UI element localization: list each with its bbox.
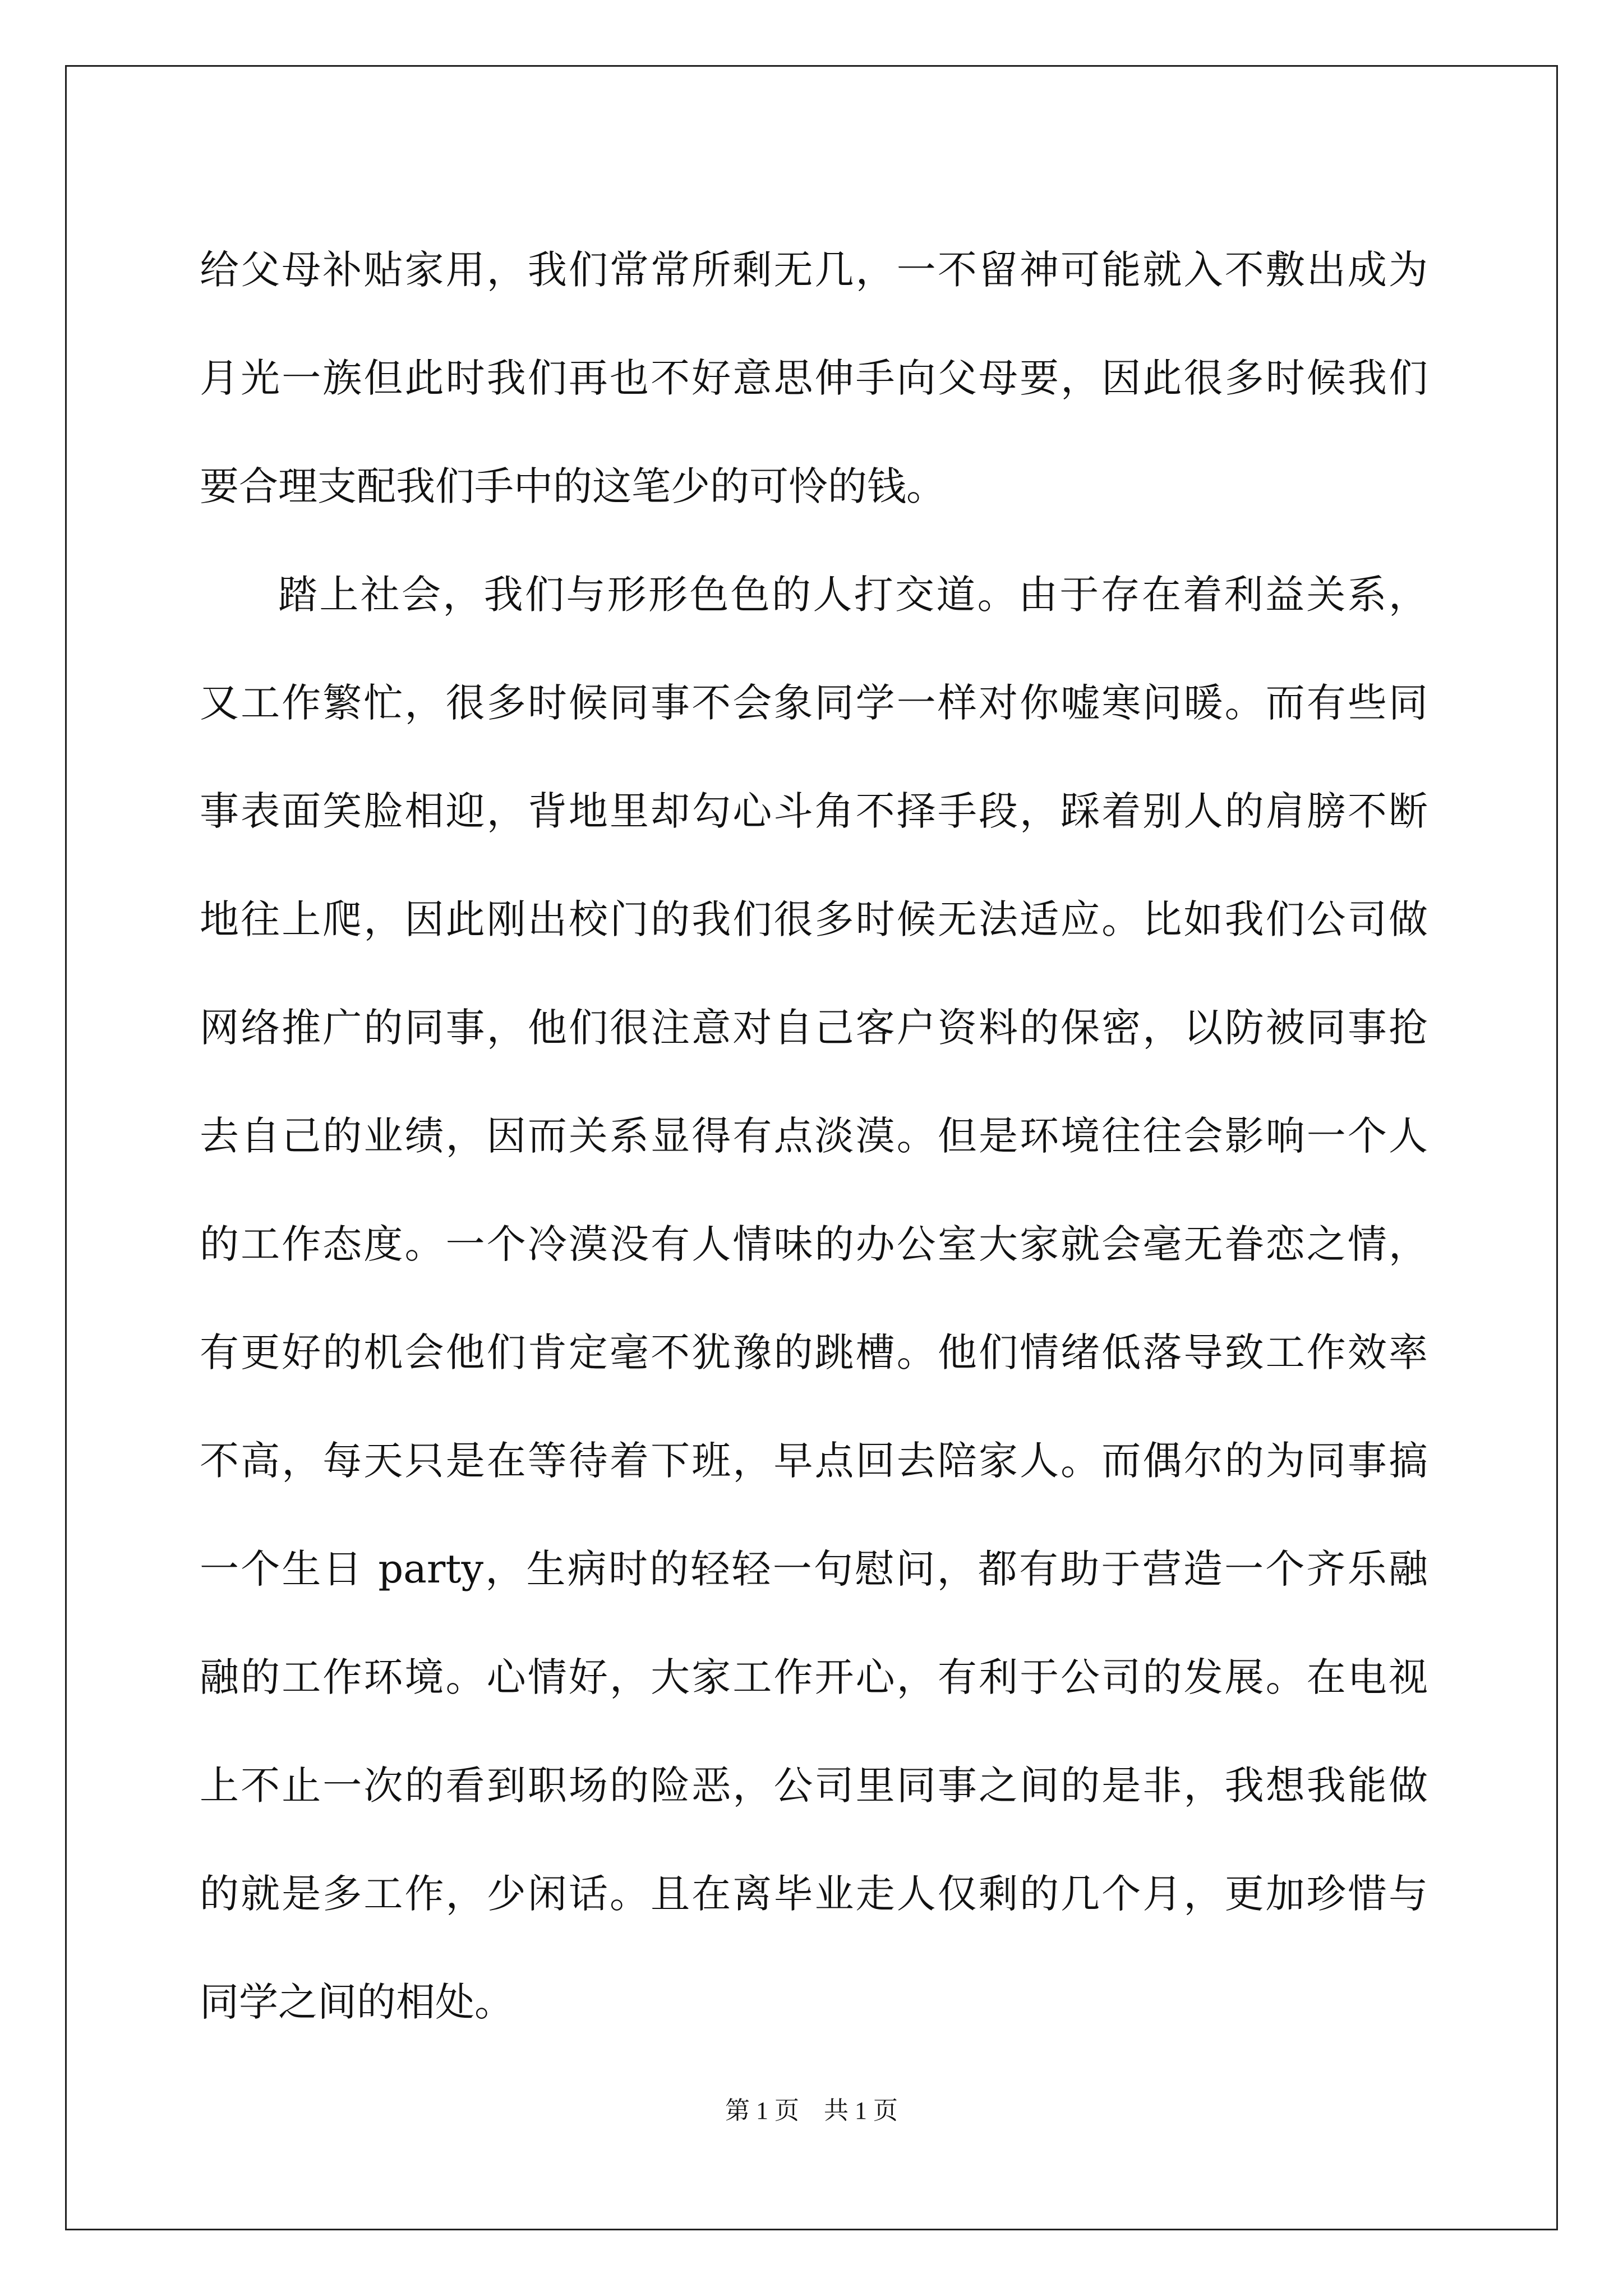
text-line: 融的工作环境。心情好，大家工作开心，有利于公司的发展。在电视: [200, 1654, 1428, 1700]
text-line: 有更好的机会他们肯定毫不犹豫的跳槽。他们情绪低落导致工作效率: [200, 1329, 1428, 1375]
text-line: 去自己的业绩，因而关系显得有点淡漠。但是环境往往会影响一个人: [200, 1113, 1428, 1159]
text-line: 地往上爬，因此刚出校门的我们很多时候无法适应。比如我们公司做: [200, 896, 1428, 942]
text-line: 要合理支配我们手中的这笔少的可怜的钱。: [200, 463, 946, 509]
page-number-footer: 第 1 页 共 1 页: [725, 2097, 898, 2124]
document-body: [200, 216, 1428, 2056]
text-line: 的就是多工作，少闲话。且在离毕业走人仅剩的几个月，更加珍惜与: [200, 1871, 1428, 1917]
text-line: 上不止一次的看到职场的险恶，公司里同事之间的是非，我想我能做: [200, 1763, 1428, 1809]
text-line: 的工作态度。一个冷漠没有人情味的办公室大家就会毫无眷恋之情，: [200, 1221, 1428, 1267]
text-line: 事表面笑脸相迎，背地里却勾心斗角不择手段，踩着别人的肩膀不断: [200, 788, 1428, 834]
text-line: 一个生日 party，生病时的轻轻一句慰问，都有助于营造一个齐乐融: [200, 1546, 1428, 1592]
text-line: 月光一族但此时我们再也不好意思伸手向父母要，因此很多时候我们: [200, 355, 1428, 401]
text-line: 踏上社会，我们与形形色色的人打交道。由于存在着利益关系，: [278, 572, 1428, 618]
text-line: 不高，每天只是在等待着下班，早点回去陪家人。而偶尔的为同事搞: [200, 1438, 1428, 1484]
text-line: 给父母补贴家用，我们常常所剩无几，一不留神可能就入不敷出成为: [200, 247, 1428, 293]
text-line: 又工作繁忙，很多时候同事不会象同学一样对你嘘寒问暖。而有些同: [200, 680, 1428, 726]
text-line: 同学之间的相处。: [200, 1979, 514, 2025]
text-line: 网络推广的同事，他们很注意对自己客户资料的保密，以防被同事抢: [200, 1005, 1428, 1051]
